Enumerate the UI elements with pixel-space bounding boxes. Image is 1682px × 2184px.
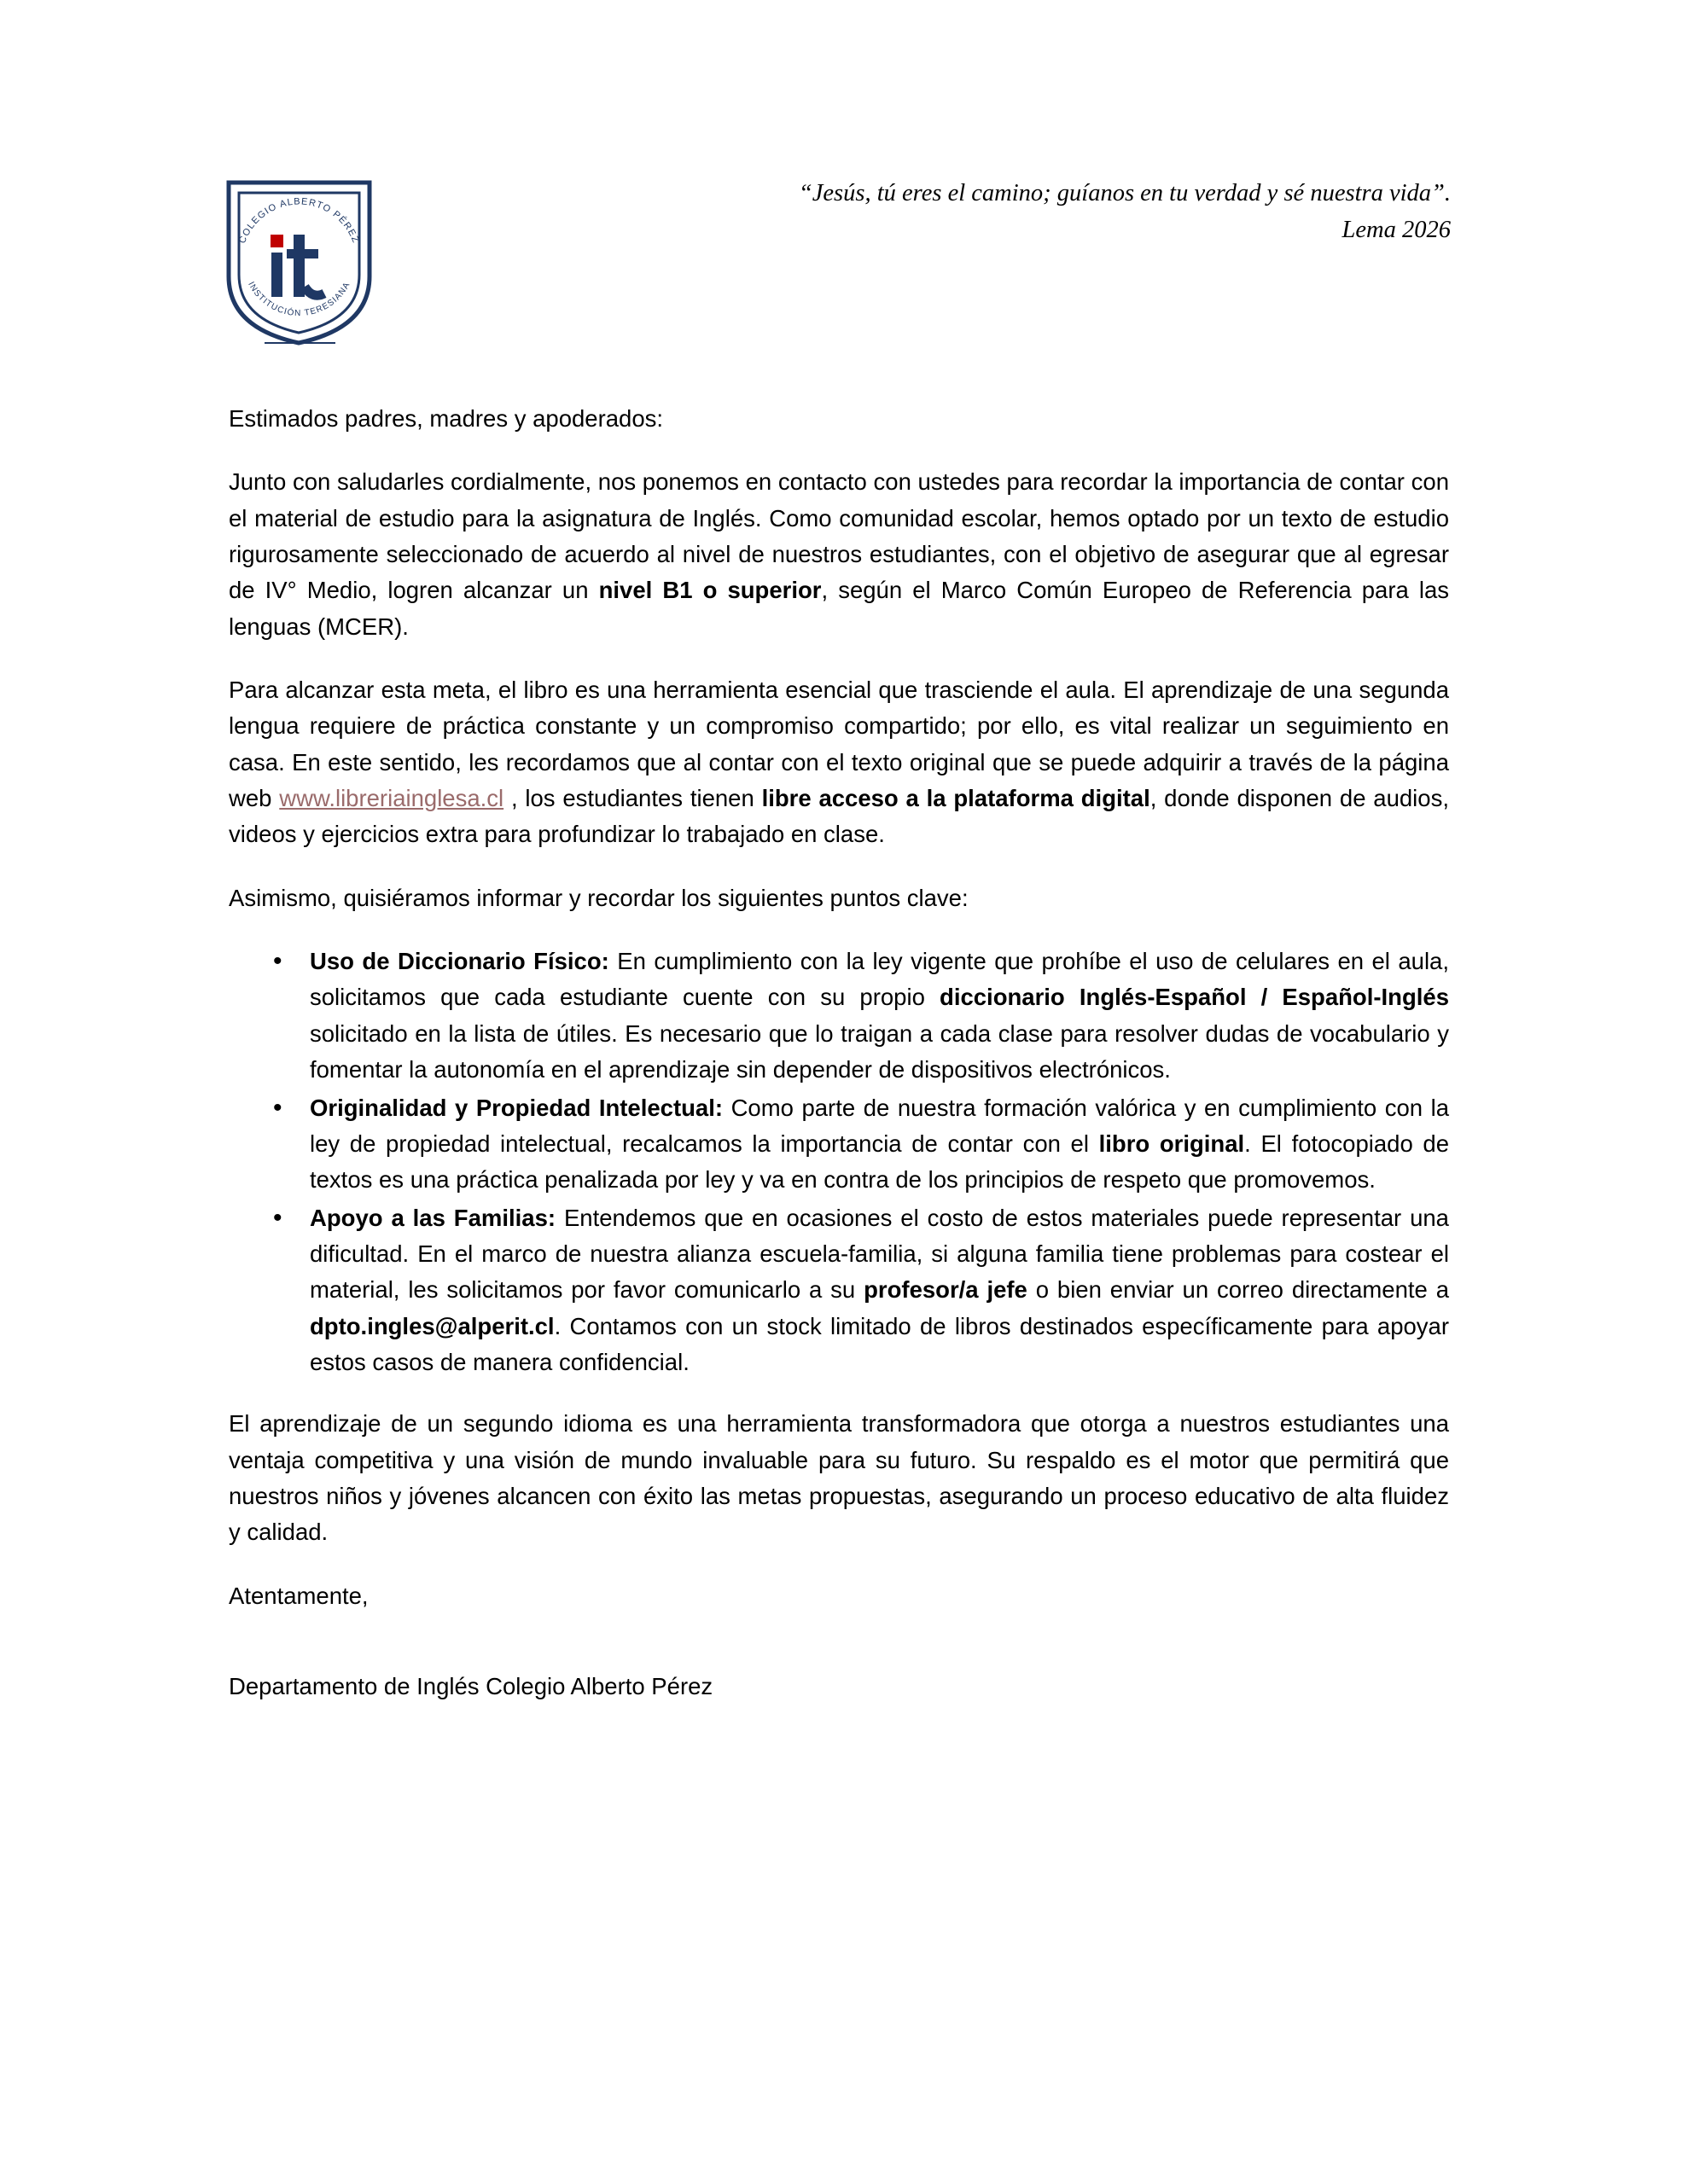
bullet-1-bold-1: diccionario Inglés-Español / Español-Inglés (940, 984, 1449, 1011)
p1-text-2: , según el Marco Común Europeo de Referencia para las lenguas (MCER). (229, 577, 1450, 640)
p1-text-1: Junto con saludarles cordialmente, nos ponemos en contacto con ustedes para recordar la importancia de contar con el material de estudio para la asignatura de Inglés. Como comunidad escolar, hemos optado por un texto de estudio rigurosamente seleccionado de acuerdo al nivel de nuestros estudiantes, con el objetivo de asegurar que al egresar de IV° Medio, logren alcanzar un (229, 468, 1449, 604)
motto-line-2: Lema 2026 (1342, 216, 1451, 243)
letter-body (229, 401, 1449, 1705)
paragraph-3: Asimismo, quisiéramos informar y recordar los siguientes puntos clave: (229, 884, 969, 911)
closing-line: Atentamente, (229, 1582, 369, 1609)
p2-text-1: Para alcanzar esta meta, el libro es una herramienta esencial que trasciende el aula. El aprendizaje de una segunda lengua requiere de práctica constante y un compromiso compartido; por ello, es vital realizar un seguimiento en casa. En este sentido, les recordamos que al contar con el texto original que se puede adquirir a través de la página web (229, 677, 1449, 812)
bullet-1-text-1: En cumplimiento con la ley vigente que prohíbe el uso de celulares en el aula, solicitamos que cada estudiante cuente con su propio (310, 948, 1449, 1011)
p1-bold-1: nivel B1 o superior (598, 577, 822, 604)
svg-text:INSTITUCIÓN TERESIANA: INSTITUCIÓN TERESIANA (246, 280, 352, 319)
signature-block (229, 1578, 1449, 1705)
bullet-3-title: Apoyo a las Familias: (310, 1204, 556, 1231)
bullet-2-title: Originalidad y Propiedad Intelectual: (310, 1094, 724, 1121)
svg-text:COLEGIO ALBERTO PÉREZ: COLEGIO ALBERTO PÉREZ (236, 196, 362, 246)
p2-text-3: , donde disponen de audios, videos y ejercicios extra para profundizar lo trabajado en clase. (229, 785, 1449, 848)
list-item (310, 1090, 1449, 1199)
bullet-2-bold-1: libro original (1098, 1130, 1245, 1157)
bullet-3-text-3: . Contamos con un stock limitado de libros destinados específicamente para apoyar estos casos de manera confidencial. (310, 1312, 1449, 1375)
paragraph-1 (229, 464, 1449, 645)
paragraph-4: El aprendizaje de un segundo idioma es una herramienta transformadora que otorga a nuestros estudiantes una ventaja competitiva y una visión de mundo invaluable para su futuro. Su respaldo es el motor que permitirá que nuestros niños y jóvenes alcancen con éxito las metas propuestas, asegurando un proceso educativo de alta fluidez y calidad. (229, 1410, 1449, 1546)
paragraph-2 (229, 672, 1449, 853)
school-logo (212, 167, 387, 351)
school-motto (597, 176, 1451, 249)
school-crest-icon (212, 167, 387, 351)
bullet-1-text-2: solicitado en la lista de útiles. Es necesario que lo traigan a cada clase para resolver dudas de vocabulario y fomentar la autonomía en el aprendizaje sin depender de dispositivos electrónicos. (310, 1019, 1449, 1083)
bullet-2-text-2: . El fotocopiado de textos es una práctica penalizada por ley y va en contra de los principios de respeto que promovemos. (310, 1130, 1450, 1194)
bullet-3-bold-1: profesor/a jefe (864, 1276, 1027, 1304)
bullet-2-text-1: Como parte de nuestra formación valórica y en cumplimiento con la ley de propiedad intelectual, recalcamos la importancia de contar con el (310, 1094, 1449, 1157)
motto-line-1: “Jesús, tú eres el camino; guíanos en tu verdad y sé nuestra vida”. (798, 180, 1451, 206)
signature-line: Departamento de Inglés Colegio Alberto Pérez (229, 1672, 713, 1699)
letter-header (0, 167, 1682, 380)
list-item (310, 944, 1449, 1088)
bullet-3-email: dpto.ingles@alperit.cl (310, 1312, 555, 1339)
signature-spacer (229, 1614, 1449, 1669)
greeting-line: Estimados padres, madres y apoderados: (229, 405, 664, 432)
list-item (310, 1200, 1449, 1381)
bullet-3-text-2: o bien enviar un correo directamente a (1027, 1276, 1449, 1304)
libreria-inglesa-link[interactable]: www.libreriainglesa.cl (279, 785, 504, 812)
bullet-3-text-1: Entendemos que en ocasiones el costo de estos materiales puede representar una dificultad. En el marco de nuestra alianza escuela-familia, si alguna familia tiene problemas para costear el material, les solicitamos por favor comunicarlo a su (310, 1204, 1449, 1304)
p2-text-2: , los estudiantes tienen (503, 785, 762, 812)
bullet-1-title: Uso de Diccionario Físico: (310, 948, 609, 975)
p2-bold-1: libre acceso a la plataforma digital (761, 785, 1150, 812)
key-points-list (229, 944, 1449, 1380)
